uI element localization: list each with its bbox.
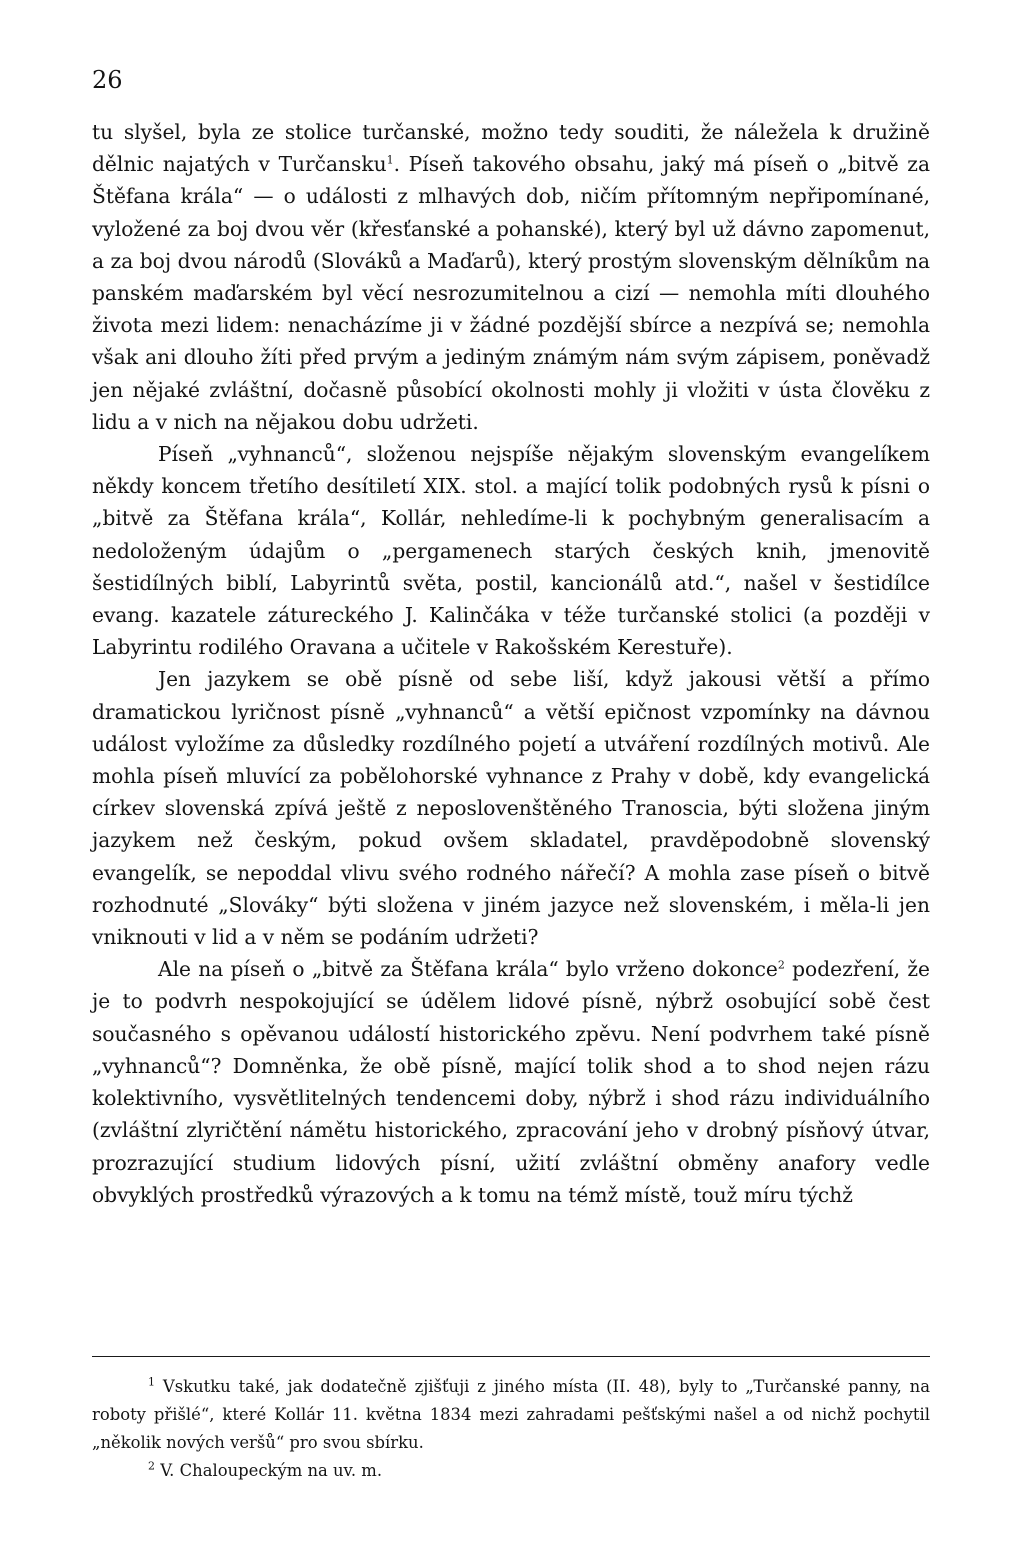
footnote-mark: 1 — [148, 1375, 155, 1389]
footnotes — [92, 1373, 930, 1485]
paragraph-text: Jen jazykem se obě písně od sebe liší, když jakousi větší a přímo dramatickou lyričnost písně „vyhnanců“ a větší epičnost vzpomínky na dávnou událost vyložíme za důsledky rozdílného pojetí a utváření rozdílných motivů. Ale mohla píseň mluvící za pobělohorské vyhnance z Prahy v době, kdy evangelická církev slovenská zpívá ještě z neposlovenštěného Tranoscia, býti složena jiným jazykem než českým, pokud ovšem skladatel, pravděpodobně slovenský evangelík, se nepoddal vlivu svého rodného nářečí? A mohla zase píseň o bitvě rozhodnuté „Slováky“ býti složena v jiném jazyce než slovenském, i měla-li jen vniknouti v lid a v něm se podáním udržeti? — [92, 667, 930, 950]
paragraph — [92, 953, 930, 1211]
paragraph — [92, 438, 930, 663]
paragraph-text: Ale na píseň o „bitvě za Štěfana krála“ bylo vrženo dokonce — [158, 957, 778, 982]
footnote — [92, 1373, 930, 1457]
paragraph — [92, 116, 930, 438]
footnote-reference: 2 — [777, 958, 785, 972]
paragraph-text: podezření, že je to podvrh nespokojující se údělem lidové písně, nýbrž osobující sobě čest současného s opěvanou událostí historického zpěvu. Není podvrhem také písně „vyhnanců“? Domněnka, že obě písně, mající tolik shod a to shod nejen rázu kolektivního, vysvětlitelných tendencemi doby, nýbrž i shod rázu individuálního (zvláštní zlyričtění námětu historického, zpracování jeho v drobný písňový útvar, prozrazující studium lidových písní, užití zvláštní obměny anafory vedle obvyklých prostředků výrazových a k tomu na témž místě, touž míru týchž — [92, 957, 930, 1207]
footnote — [92, 1457, 930, 1485]
footnote-text: Vskutku také, jak dodatečně zjišťuji z jiného místa (II. 48), byly to „Turčanské panny, na roboty přišlé“, které Kollár 11. května 1834 mezi zahradami pešťskými našel a od nichž pochytil „několik nových veršů“ pro svou sbírku. — [92, 1377, 930, 1452]
footnote-mark: 2 — [148, 1459, 155, 1473]
footnote-text: V. Chaloupeckým na uv. m. — [155, 1461, 383, 1480]
paragraph-text: . Píseň takového obsahu, jaký má píseň o „bitvě za Štěfana krála“ — o události z mlhavých dob, ničím přítomným nepřipomínané, vyložené za boj dvou věr (křesťanské a pohanské), který byl už dávno zapomenut, a za boj dvou národů (Slováků a Maďarů), který prostým slovenským dělníkům na panském maďarském byl věcí nesrozumitelnou a cizí — nemohla míti dlouhého života mezi lidem: nenacházíme ji v žádné pozdější sbírce a nezpívá se; nemohla však ani dlouho žíti před prvým a jediným známým nám svým zápisem, poněvadž jen nějaké zvláštní, dočasně působící okolnosti mohly ji vložiti v ústa člověku z lidu a v nich na nějakou dobu udržeti. — [92, 152, 930, 434]
page-number: 26 — [92, 66, 123, 94]
body-text — [92, 116, 930, 1211]
footnote-reference: 1 — [386, 153, 394, 167]
paragraph — [92, 663, 930, 953]
footnote-divider — [92, 1356, 930, 1357]
paragraph-text: tu slyšel, byla ze stolice turčanské, možno tedy souditi, že náležela k družině dělnic najatých v Turčansku — [92, 120, 930, 177]
paragraph-text: Píseň „vyhnanců“, složenou nejspíše nějakým slovenským evangelíkem někdy koncem třetího desítiletí XIX. stol. a mající tolik podobných rysů k písni o „bitvě za Štěfana krála“, Kollár, nehledíme-li k pochybným generalisacím a nedoloženým údajům o „pergamenech starých českých knih, jmenovitě šestidílných biblí, Labyrintů světa, postil, kancionálů atd.“, našel v šestidílce evang. kazatele zátureckého J. Kalinčáka v téže turčanské stolici (a později v Labyrintu rodilého Oravana a učitele v Rakošském Kerestuře). — [92, 442, 930, 660]
